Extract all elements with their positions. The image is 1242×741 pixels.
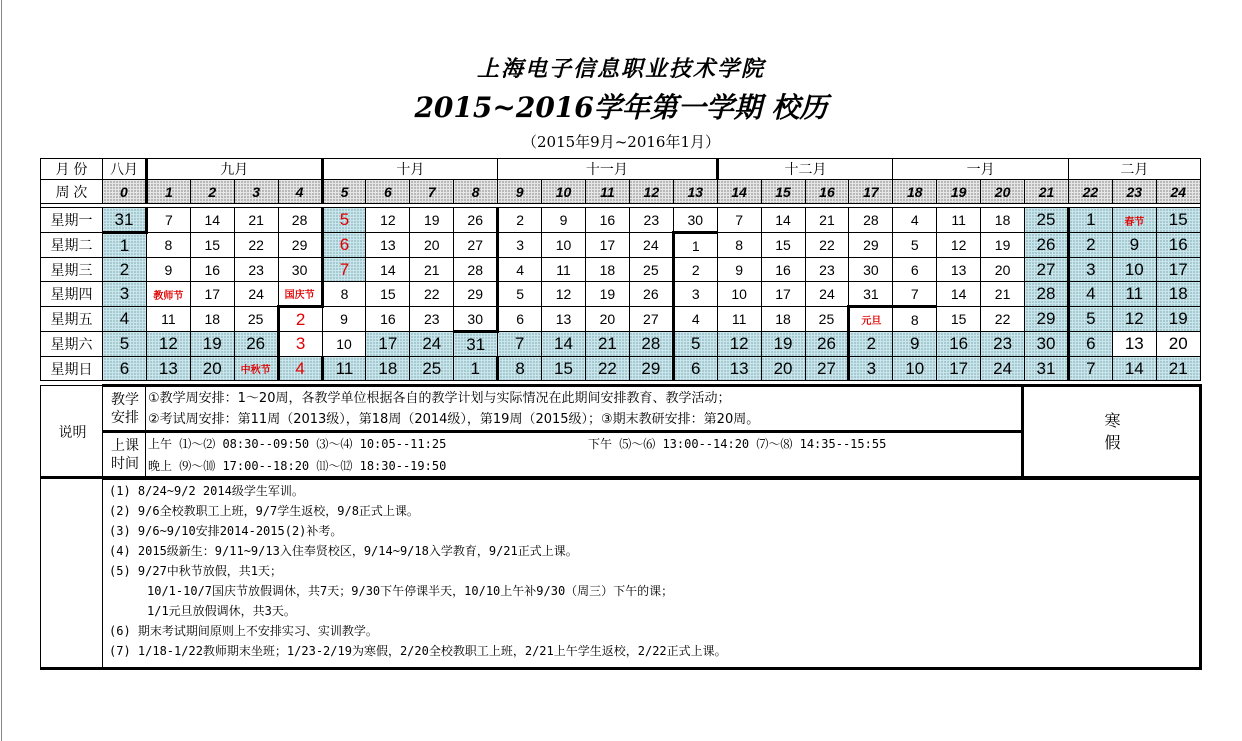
date-cell: 19	[410, 208, 454, 233]
date-cell: 4	[893, 208, 937, 233]
date-cell: 9	[146, 258, 190, 282]
date-cell: 7	[498, 332, 542, 357]
date-cell: 3	[278, 332, 322, 357]
date-cell: 19	[190, 332, 234, 357]
date-cell: 29	[454, 282, 498, 307]
date-cell: 16	[937, 332, 981, 357]
month-7: 二月	[1068, 159, 1200, 180]
remarks-content	[103, 478, 1201, 669]
school-name: 上海电子信息职业技术学院	[476, 56, 765, 82]
date-cell: 11	[542, 258, 586, 282]
date-cell: 9	[1112, 233, 1156, 258]
date-cell: 7	[146, 208, 190, 233]
week-2: 2	[190, 180, 234, 204]
date-cell: 15	[366, 282, 410, 307]
date-cell: 1	[103, 233, 147, 258]
week-6: 6	[366, 180, 410, 204]
date-cell: 28	[278, 208, 322, 233]
week-14: 14	[717, 180, 761, 204]
date-cell: 17	[585, 233, 629, 258]
date-cell: 23	[234, 258, 278, 282]
month-4: 十一月	[498, 159, 718, 180]
week-12: 12	[629, 180, 673, 204]
date-cell: 11	[146, 307, 190, 332]
date-cell: 23	[805, 258, 849, 282]
date-cell: 11	[717, 307, 761, 332]
evening-time: 晚上 ⑼～⑽ 17:00--18:20 ⑾～⑿ 18:30--19:50	[148, 459, 447, 473]
date-cell: 24	[981, 357, 1025, 381]
date-cell: 26	[805, 332, 849, 357]
date-cell: 19	[585, 282, 629, 307]
month-2: 九月	[146, 159, 322, 180]
date-cell: 2	[278, 307, 322, 332]
date-cell: 16	[366, 307, 410, 332]
date-cell: 3	[849, 357, 893, 381]
date-cell: 13	[146, 357, 190, 381]
teaching-arrangement-label: 教学 安排	[103, 386, 146, 432]
date-cell: 5	[322, 208, 366, 233]
teaching-line-1: ①教学周安排：1～20周，各教学单位根据各自的教学计划与实际情况在此期间安排教育、教学活动；	[148, 390, 731, 406]
date-cell: 14	[542, 332, 586, 357]
date-cell: 13	[366, 233, 410, 258]
remark-5-new-year: 1/1元旦放假调休，共3天。	[147, 604, 296, 618]
date-cell: 8	[717, 233, 761, 258]
date-cell: 3	[103, 282, 147, 307]
date-cell: 5	[103, 332, 147, 357]
day-label: 星期五	[41, 307, 103, 332]
date-cell: 19	[981, 233, 1025, 258]
date-cell: 26	[1025, 233, 1069, 258]
week-24: 24	[1156, 180, 1200, 204]
date-cell: 23	[410, 307, 454, 332]
date-cell: 21	[234, 208, 278, 233]
date-cell: 4	[278, 357, 322, 381]
date-cell: 5	[673, 332, 717, 357]
date-cell: 22	[981, 307, 1025, 332]
date-cell: 10	[322, 332, 366, 357]
teaching-line-2: ②考试周安排：第11周（2013级），第18周（2014级），第19周（2015级）；③期末教研安排：第20周。	[148, 411, 760, 427]
date-cell: 11	[322, 357, 366, 381]
notes-label: 说明	[41, 386, 103, 479]
class-time-label: 上课 时间	[103, 432, 146, 479]
week-19: 19	[937, 180, 981, 204]
date-cell: 22	[234, 233, 278, 258]
winter-vacation-label: 寒 假	[1023, 386, 1201, 479]
day-label: 星期日	[41, 357, 103, 381]
date-cell: 8	[322, 282, 366, 307]
date-cell: 24	[805, 282, 849, 307]
date-cell: 6	[673, 357, 717, 381]
date-cell: 30	[454, 307, 498, 332]
date-cell: 1	[1068, 208, 1112, 233]
remark-5-national-day: 10/1-10/7国庆节放假调休，共7天；9/30下午停课半天，10/10上午补9/30（周三）下午的课；	[147, 584, 674, 598]
date-cell: 2	[673, 258, 717, 282]
date-cell: 25	[1025, 208, 1069, 233]
week-17: 17	[849, 180, 893, 204]
remarks-label-cell	[41, 478, 103, 669]
date-cell: 30	[849, 258, 893, 282]
date-cell: 15	[1156, 208, 1200, 233]
date-cell: 5	[1068, 307, 1112, 332]
date-cell: 29	[629, 357, 673, 381]
date-cell: 12	[366, 208, 410, 233]
date-cell: 18	[190, 307, 234, 332]
date-cell: 11	[1112, 282, 1156, 307]
date-cell: 23	[629, 208, 673, 233]
date-cell: 12	[937, 233, 981, 258]
afternoon-time: 下午 ⑸～⑹ 13:00--14:20 ⑺～⑻ 14:35--15:55	[588, 437, 887, 451]
date-cell: 18	[981, 208, 1025, 233]
date-cell: 13	[1112, 332, 1156, 357]
remark-2: (2) 9/6全校教职工上班，9/7学生返校，9/8正式上课。	[109, 504, 419, 518]
week-18: 18	[893, 180, 937, 204]
date-cell: 4	[103, 307, 147, 332]
date-cell: 31	[849, 282, 893, 307]
date-cell: 30	[673, 208, 717, 233]
date-cell: 中秋节	[234, 357, 278, 381]
date-cell: 14	[761, 208, 805, 233]
date-cell: 5	[893, 233, 937, 258]
date-cell: 22	[585, 357, 629, 381]
month-3: 十月	[322, 159, 498, 180]
date-cell: 20	[1156, 332, 1200, 357]
date-cell: 29	[1025, 307, 1069, 332]
date-cell: 13	[937, 258, 981, 282]
date-cell: 9	[893, 332, 937, 357]
notes-table	[40, 384, 1202, 480]
date-cell: 23	[981, 332, 1025, 357]
date-cell: 29	[278, 233, 322, 258]
remark-3: (3) 9/6~9/10安排2014-2015(2)补考。	[109, 524, 343, 538]
date-cell: 17	[937, 357, 981, 381]
date-cell: 12	[717, 332, 761, 357]
date-cell: 17	[761, 282, 805, 307]
month-1: 八月	[103, 159, 147, 180]
week-15: 15	[761, 180, 805, 204]
date-cell: 14	[1112, 357, 1156, 381]
date-cell: 国庆节	[278, 282, 322, 307]
date-cell: 26	[454, 208, 498, 233]
date-cell: 20	[585, 307, 629, 332]
date-cell: 12	[542, 282, 586, 307]
day-label: 星期一	[41, 208, 103, 233]
date-cell: 7	[1068, 357, 1112, 381]
date-cell: 15	[761, 233, 805, 258]
date-cell: 26	[234, 332, 278, 357]
date-cell: 1	[454, 357, 498, 381]
date-cell: 28	[454, 258, 498, 282]
date-cell: 14	[366, 258, 410, 282]
week-0: 0	[103, 180, 147, 204]
week-21: 21	[1025, 180, 1069, 204]
day-label: 星期三	[41, 258, 103, 282]
date-cell: 春节	[1112, 208, 1156, 233]
date-cell: 21	[981, 282, 1025, 307]
date-cell: 8	[146, 233, 190, 258]
date-cell: 10	[542, 233, 586, 258]
remark-5: (5) 9/27中秋节放假，共1天；	[109, 564, 283, 578]
date-cell: 8	[893, 307, 937, 332]
date-cell: 18	[1156, 282, 1200, 307]
date-cell: 30	[1025, 332, 1069, 357]
date-cell: 31	[454, 332, 498, 357]
date-cell: 7	[717, 208, 761, 233]
date-cell: 31	[103, 208, 147, 233]
date-cell: 10	[893, 357, 937, 381]
date-cell: 15	[542, 357, 586, 381]
day-label: 星期四	[41, 282, 103, 307]
date-cell: 14	[937, 282, 981, 307]
date-cell: 24	[410, 332, 454, 357]
date-cell: 17	[190, 282, 234, 307]
week-7: 7	[410, 180, 454, 204]
week-header-label: 周 次	[41, 180, 103, 204]
date-cell: 3	[498, 233, 542, 258]
calendar-subtitle: （2015年9月~2016年1月）	[521, 133, 720, 151]
date-cell: 19	[761, 332, 805, 357]
week-20: 20	[981, 180, 1025, 204]
week-16: 16	[805, 180, 849, 204]
date-cell: 元旦	[849, 307, 893, 332]
date-cell: 10	[1112, 258, 1156, 282]
date-cell: 4	[673, 307, 717, 332]
date-cell: 16	[585, 208, 629, 233]
remark-7: (7) 1/18-1/22教师期末坐班；1/23-2/19为寒假，2/20全校教职工上班，2/21上午学生返校，2/22正式上课。	[109, 644, 727, 658]
week-1: 1	[146, 180, 190, 204]
date-cell: 20	[190, 357, 234, 381]
date-cell: 15	[937, 307, 981, 332]
month-header-label: 月 份	[41, 159, 103, 180]
date-cell: 2	[1068, 233, 1112, 258]
date-cell: 16	[190, 258, 234, 282]
date-cell: 9	[322, 307, 366, 332]
date-cell: 5	[498, 282, 542, 307]
date-cell: 22	[410, 282, 454, 307]
day-label: 星期六	[41, 332, 103, 357]
date-cell: 19	[1156, 307, 1200, 332]
date-cell: 24	[234, 282, 278, 307]
date-cell: 6	[893, 258, 937, 282]
date-cell: 28	[849, 208, 893, 233]
date-cell: 17	[366, 332, 410, 357]
date-cell: 29	[849, 233, 893, 258]
week-4: 4	[278, 180, 322, 204]
date-cell: 21	[410, 258, 454, 282]
remark-4: (4) 2015级新生：9/11~9/13入住奉贤校区，9/14~9/18入学教育，9/21正式上课。	[109, 544, 578, 558]
calendar-table	[40, 158, 1201, 381]
date-cell: 25	[234, 307, 278, 332]
week-22: 22	[1068, 180, 1112, 204]
date-cell: 1	[673, 233, 717, 258]
date-cell: 18	[761, 307, 805, 332]
date-cell: 8	[498, 357, 542, 381]
date-cell: 12	[1112, 307, 1156, 332]
date-cell: 7	[893, 282, 937, 307]
morning-time: 上午 ⑴～⑵ 08:30--09:50 ⑶～⑷ 10:05--11:25	[148, 437, 447, 451]
date-cell: 22	[805, 233, 849, 258]
date-cell: 2	[849, 332, 893, 357]
date-cell: 28	[629, 332, 673, 357]
date-cell: 6	[1068, 332, 1112, 357]
date-cell: 16	[1156, 233, 1200, 258]
date-cell: 2	[498, 208, 542, 233]
week-11: 11	[585, 180, 629, 204]
class-time-text	[146, 432, 1023, 479]
week-13: 13	[673, 180, 717, 204]
date-cell: 27	[1025, 258, 1069, 282]
date-cell: 25	[629, 258, 673, 282]
date-cell: 教师节	[146, 282, 190, 307]
week-10: 10	[542, 180, 586, 204]
date-cell: 20	[761, 357, 805, 381]
week-23: 23	[1112, 180, 1156, 204]
date-cell: 2	[103, 258, 147, 282]
date-cell: 25	[410, 357, 454, 381]
date-cell: 6	[103, 357, 147, 381]
date-cell: 21	[1156, 357, 1200, 381]
date-cell: 17	[1156, 258, 1200, 282]
date-cell: 21	[585, 332, 629, 357]
date-cell: 25	[805, 307, 849, 332]
date-cell: 14	[190, 208, 234, 233]
remark-6: (6) 期末考试期间原则上不安排实习、实训教学。	[109, 624, 378, 638]
date-cell: 9	[717, 258, 761, 282]
date-cell: 20	[981, 258, 1025, 282]
date-cell: 21	[805, 208, 849, 233]
date-cell: 4	[498, 258, 542, 282]
date-cell: 27	[629, 307, 673, 332]
date-cell: 6	[498, 307, 542, 332]
week-8: 8	[454, 180, 498, 204]
calendar-title: 2015~2016学年第一学期 校历	[414, 91, 828, 124]
date-cell: 6	[322, 233, 366, 258]
date-cell: 26	[629, 282, 673, 307]
date-cell: 30	[278, 258, 322, 282]
date-cell: 7	[322, 258, 366, 282]
remark-1: (1) 8/24~9/2 2014级学生军训。	[109, 484, 304, 498]
date-cell: 3	[673, 282, 717, 307]
week-5: 5	[322, 180, 366, 204]
date-cell: 31	[1025, 357, 1069, 381]
month-6: 一月	[893, 159, 1069, 180]
date-cell: 27	[805, 357, 849, 381]
date-cell: 13	[542, 307, 586, 332]
month-5: 十二月	[717, 159, 893, 180]
date-cell: 13	[717, 357, 761, 381]
date-cell: 24	[629, 233, 673, 258]
week-3: 3	[234, 180, 278, 204]
date-cell: 27	[454, 233, 498, 258]
date-cell: 10	[717, 282, 761, 307]
date-cell: 18	[366, 357, 410, 381]
week-9: 9	[498, 180, 542, 204]
date-cell: 11	[937, 208, 981, 233]
date-cell: 28	[1025, 282, 1069, 307]
date-cell: 18	[585, 258, 629, 282]
remarks-table	[40, 476, 1202, 670]
date-cell: 9	[542, 208, 586, 233]
date-cell: 3	[1068, 258, 1112, 282]
date-cell: 16	[761, 258, 805, 282]
date-cell: 12	[146, 332, 190, 357]
date-cell: 20	[410, 233, 454, 258]
day-label: 星期二	[41, 233, 103, 258]
date-cell: 15	[190, 233, 234, 258]
date-cell: 4	[1068, 282, 1112, 307]
teaching-arrangement-text	[146, 386, 1023, 432]
